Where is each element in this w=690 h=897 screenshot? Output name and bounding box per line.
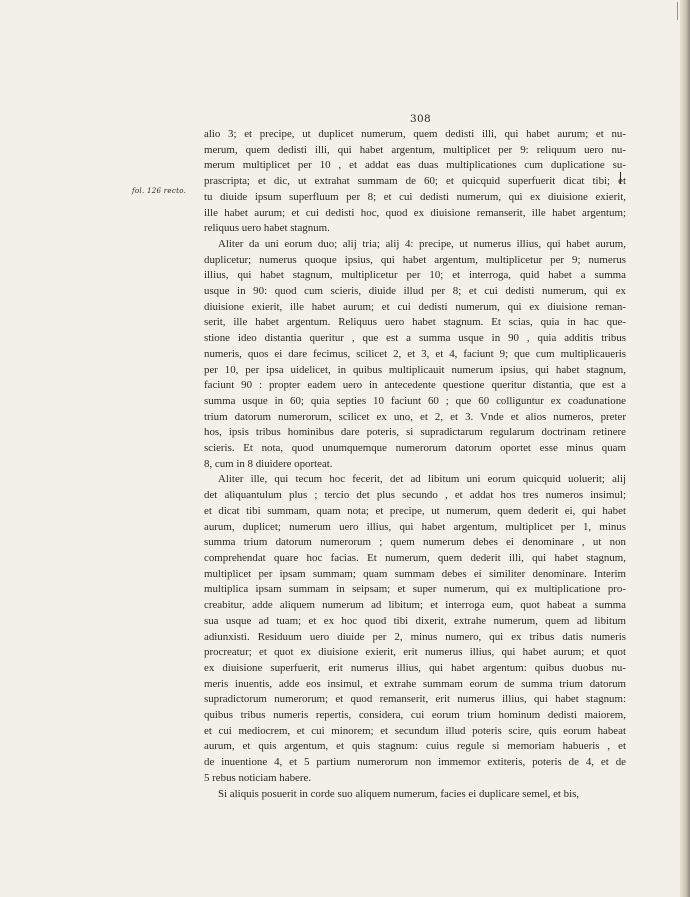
text-line: stione ideo distantia queritur , que est a summa usque in 90 , quia additis tribus	[204, 332, 626, 345]
text-line: summa trium datorum numerorum ; quem numerum debes ei denominare , ut non	[204, 536, 626, 549]
text-line: duplicetur; numerus quoque ipsius, qui habet argentum, multiplicetur per 9; numerus	[204, 253, 626, 266]
text-line: meris inuentis, adde eos insimul, et extrahe summam eorum de summa trium datorum	[204, 677, 626, 690]
text-line: procreatur; et quot ex diuisione exierit, erit numerus illius, qui habet aurum; et quot	[204, 646, 626, 659]
text-line: aurum, et quis argentum, et quis stagnum: cuius regule si memoriam habueris , et	[204, 740, 626, 753]
text-line: et dicat tibi summam, quam nota; et precipe, ut numerum, quem dederit ei, qui habet	[204, 504, 626, 517]
text-line: tu diuide ipsum superfluum per 8; et cui dedisti numerum, qui ex diuisione exierit,	[204, 190, 626, 203]
text-line: faciunt 90 : propter eadem uero in antecedente questione queritur distantia, que est a	[204, 379, 626, 392]
text-line: adiunxisti. Residuum uero diuide per 2, minus numero, qui ex tribus datis numeris	[204, 630, 626, 643]
text-line: ex diuisione superfuerit, erit numerus illius, qui habet argentum: quibus duobus nu-	[204, 661, 626, 674]
text-line: per 10, per ipsa uidelicet, in quibus multiplicauit numerum ipsius, qui habet stagnum,	[204, 363, 626, 376]
text-line: trium datorum numerorum, scilicet ex uno, et 2, et 3. Vnde et alios numeros, preter	[204, 410, 626, 423]
text-line: diuisione exierit, ille habet aurum; et cui dedisti numerum, qui ex diuisione reman-	[204, 300, 626, 313]
text-line: prascripta; et dic, ut extrahat summam de 60; et quicquid superfuerit dicat tibi; et	[204, 175, 626, 188]
text-line: 5 rebus noticiam habere.	[204, 771, 312, 784]
text-line: Aliter da uni eorum duo; alij tria; alij 4: precipe, ut numerus illius, qui habet aurum,	[218, 237, 626, 250]
text-line: supradictorum numerorum; et quod remanserit, erit numerus illius, qui habet stagnum:	[204, 693, 626, 706]
text-line: aurum, duplicet; numerum uero illius, qui habet argentum, multiplicet per 1, minus	[204, 520, 626, 533]
text-line: multiplicet per ipsam summam; quam summam debes ei similiter denominare. Interim	[204, 567, 626, 580]
text-line: numeris, quos ei dare fecimus, scilicet 2, et 3, et 4, faciunt 9; que cum multiplicaueris	[204, 347, 626, 360]
margin-note: fol. 126 recto.	[132, 187, 187, 195]
text-line: serit, ille habet argentum. Reliquus uero habet stagnum. Et scias, quia in hac que-	[204, 316, 626, 329]
text-line: ille habet aurum; et cui dedisti hoc, quod ex diuisione remanserit, ille habet argentum;	[204, 206, 626, 219]
text-line: illius, qui habet stagnum, multiplicetur per 10; et interroga, quid habet a summa	[204, 269, 626, 282]
text-line: merum, quem dedisti illi, qui habet argentum, multiplicet per 9: reliquum uero nu-	[204, 143, 626, 156]
text-line: usque in 90: quod cum scieris, diuide illud per 8; et cui dedisti numerum, qui ex	[204, 285, 626, 298]
text-line: quibus tribus numeris repertis, considera, cui eorum trium hominum dedisti maiorem,	[204, 709, 626, 722]
text-line: et cui mediocrem, et cui minorem; et secundum illud poteris scire, quis eorum habeat	[204, 724, 626, 737]
page-edge-mark	[677, 2, 678, 20]
text-line: merum multiplicet per 10 , et addat eas duas multiplicationes cum duplicatione su-	[204, 159, 626, 172]
text-line: sua usque ad tuam; et ex hoc quod tibi dixerit, extrahe numerum, quem ad libitum	[204, 614, 626, 627]
text-line: hos, ipsis tribus hominibus dare poteris, si supradictarum regularum doctrinam retinere	[204, 426, 626, 439]
body-text	[204, 127, 626, 802]
text-line: creabitur, adde aliquem numerum ad libitum; et interroga eum, quot habeat a summa	[204, 599, 626, 612]
text-line: det aliquantulum plus ; tercio det plus secundo , et addat hos tres numeros insimul;	[204, 489, 626, 502]
text-line: comprehendat quare hoc facias. Et numerum, quem dederit illi, qui habet stagnum,	[204, 551, 626, 564]
text-line: scieris. Et nota, quod unumquemque numerorum datorum oportet esse minus quam	[204, 442, 626, 455]
text-line: Si aliquis posuerit in corde suo aliquem numerum, facies ei duplicare semel, et bis,	[218, 787, 580, 800]
text-line: alio 3; et precipe, ut duplicet numerum, quem dedisti illi, qui habet aurum; et nu-	[204, 128, 626, 140]
page-edge	[680, 0, 690, 897]
page-number: 308	[410, 113, 431, 125]
text-line: de inuentione 4, et 5 partium numerorum non immemor extiteris, poteris de 4, et de	[204, 756, 626, 769]
text-line: 8, cum in 8 diuidere oporteat.	[204, 457, 333, 470]
text-line: Aliter ille, qui tecum hoc fecerit, det ad libitum uni eorum quicquid uoluerit; alij	[218, 473, 626, 486]
text-line: summa usque in 60; quia septies 10 faciunt 60 ; que 60 colliguntur ex coadunatione	[204, 394, 626, 407]
text-line: reliquus uero habet stagnum.	[204, 222, 330, 235]
text-line: multiplica ipsam summam in seipsam; et super numerum, qui ex multiplicatione pro-	[204, 583, 626, 596]
